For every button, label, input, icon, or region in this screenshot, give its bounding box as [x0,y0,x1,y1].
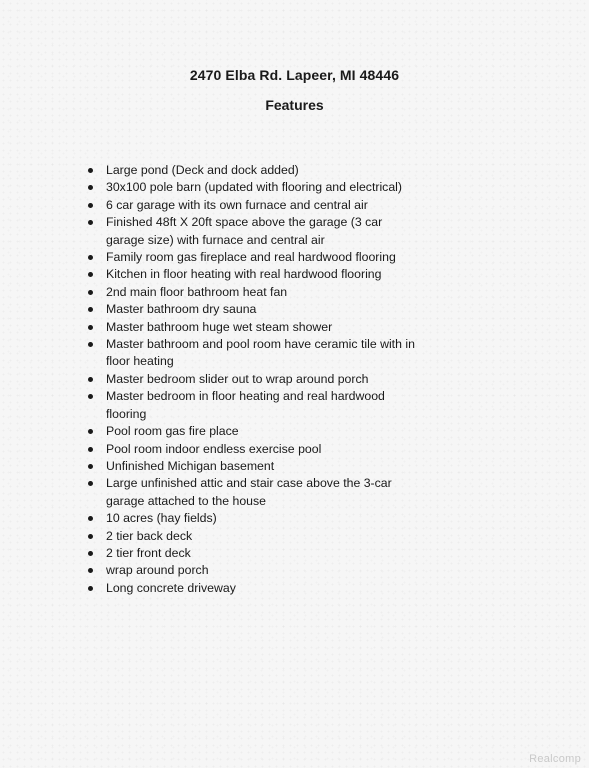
list-item: Master bathroom and pool room have ceramic tile with in floor heating [86,336,416,371]
list-item: 30x100 pole barn (updated with flooring and electrical) [86,179,416,196]
document-title: 2470 Elba Rd. Lapeer, MI 48446 [189,67,400,83]
list-item: Pool room indoor endless exercise pool [86,441,416,458]
list-item: Master bathroom huge wet steam shower [86,319,416,336]
list-item: Unfinished Michigan basement [86,458,416,475]
list-item: 6 car garage with its own furnace and central air [86,197,416,214]
list-item: 10 acres (hay fields) [86,510,416,527]
list-item: wrap around porch [86,562,416,579]
list-item: Large pond (Deck and dock added) [86,162,416,179]
list-item: Master bedroom slider out to wrap around porch [86,371,416,388]
list-item: Finished 48ft X 20ft space above the garage (3 car garage size) with furnace and central air [86,214,416,249]
list-item: Kitchen in floor heating with real hardwood flooring [86,266,416,283]
document-subtitle: Features [265,97,324,113]
list-item: Large unfinished attic and stair case above the 3-car garage attached to the house [86,475,416,510]
list-item: Master bedroom in floor heating and real hardwood flooring [86,388,416,423]
list-item: 2 tier back deck [86,528,416,545]
watermark: Realcomp [529,753,581,765]
list-item: 2nd main floor bathroom heat fan [86,284,416,301]
list-item: Pool room gas fire place [86,423,416,440]
list-item: Long concrete driveway [86,580,416,597]
features-list [86,162,416,597]
list-item: 2 tier front deck [86,545,416,562]
list-item: Family room gas fireplace and real hardwood flooring [86,249,416,266]
list-item: Master bathroom dry sauna [86,301,416,318]
